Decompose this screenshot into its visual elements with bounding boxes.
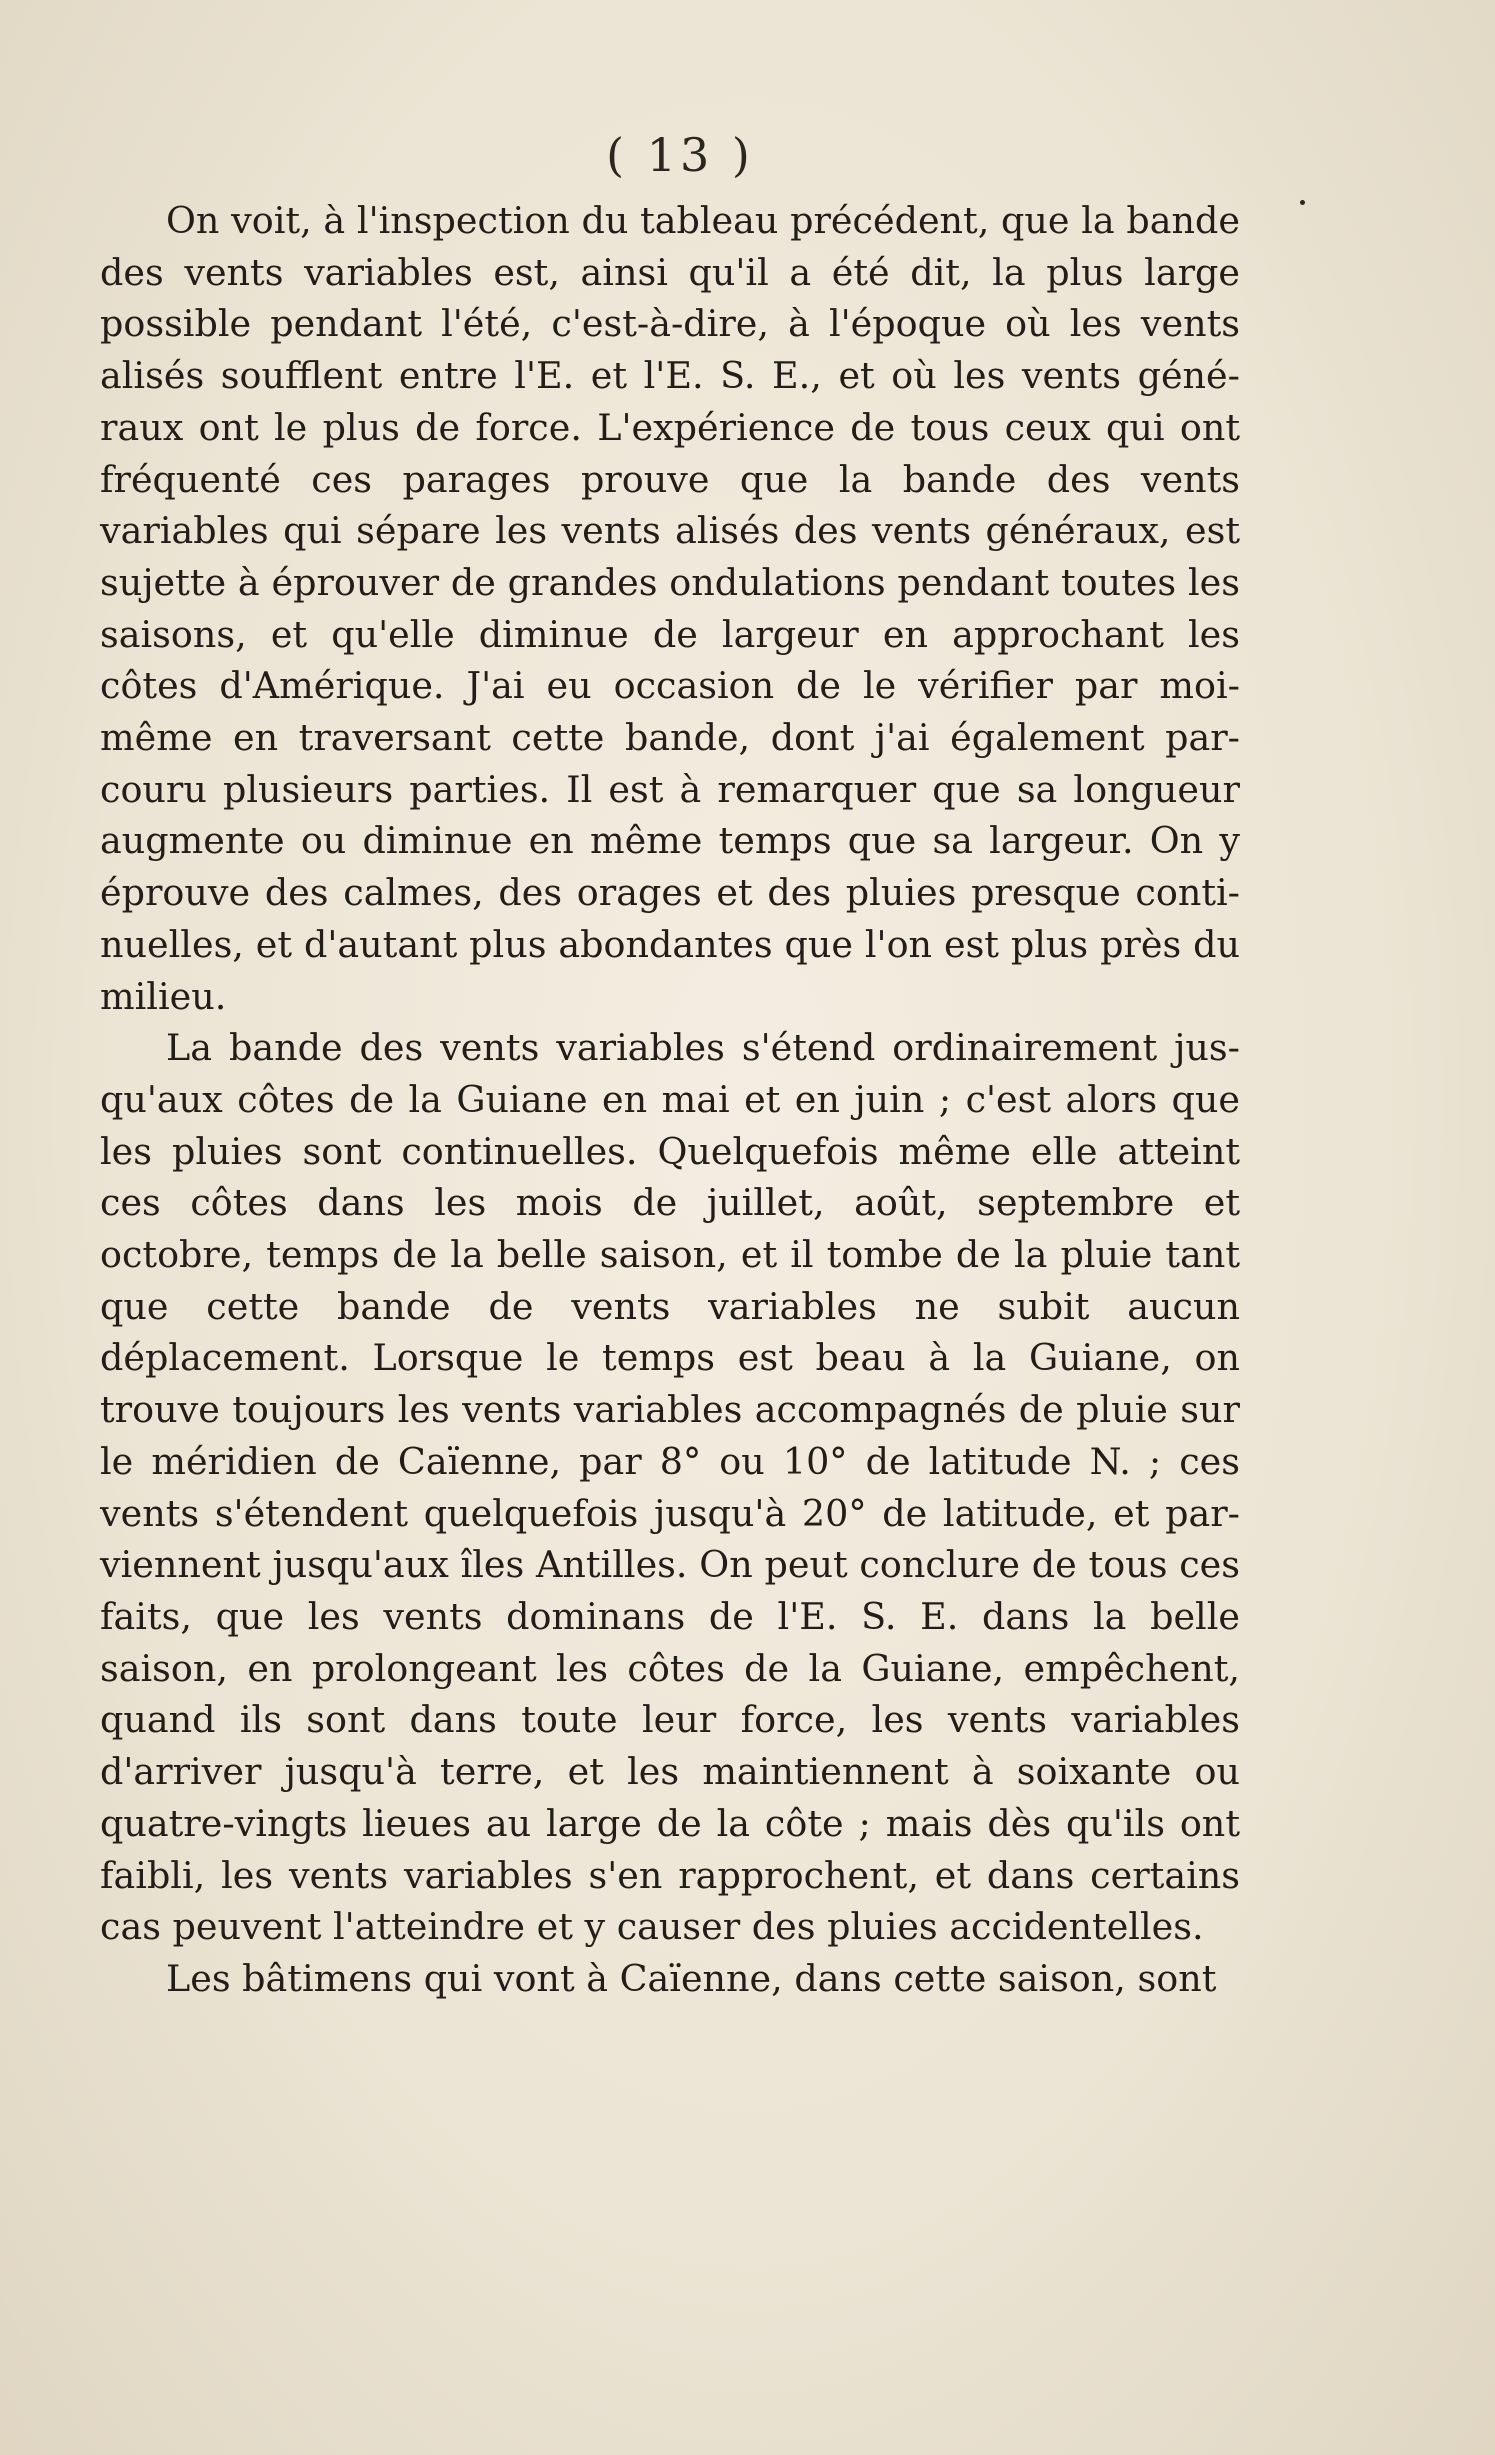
paragraph-3: Les bâtimens qui vont à Caïenne, dans cette saison, sont	[166, 1956, 1217, 2000]
paragraph-2: La bande des vents variables s'étend ordinairement jus-qu'aux côtes de la Guiane en mai et en juin ; c'est alors que les pluies sont continuelles. Quelquefois même elle atteint ces côtes dans les mois de juillet, août, septembre et octobre, temps de la belle saison, et il tombe de la pluie tant que cette bande de vents variables ne subit aucun déplacement. Lorsque le temps est beau à la Guiane, on trouve toujours les vents variables accompagnés de pluie sur le méridien de Caïenne, par 8° ou 10° de latitude N. ; ces vents s'étendent quelquefois jusqu'à 20° de latitude, et par-viennent jusqu'aux îles Antilles. On peut conclure de tous ces faits, que les vents dominans de l'E. S. E. dans la belle saison, en prolongeant les côtes de la Guiane, empêchent, quand ils sont dans toute leur force, les vents variables d'arriver jusqu'à terre, et les maintiennent à soixante ou quatre-vingts lieues au large de la côte ; mais dès qu'ils ont faibli, les vents variables s'en rapprochent, et dans certains cas peuvent l'atteindre et y causer des pluies accidentelles.	[100, 1026, 1240, 1949]
page-number: ( 13 )	[606, 128, 754, 182]
ink-speck	[1300, 200, 1305, 205]
body-text	[100, 195, 1240, 2005]
paragraph-1: On voit, à l'inspection du tableau précédent, que la bande des vents variables est, ainsi qu'il a été dit, la plus large possible pendant l'été, c'est-à-dire, à l'époque où les vents alisés soufflent entre l'E. et l'E. S. E., et où les vents géné-raux ont le plus de force. L'expérience de tous ceux qui ont fréquenté ces parages prouve que la bande des vents variables qui sépare les vents alisés des vents généraux, est sujette à éprouver de grandes ondulations pendant toutes les saisons, et qu'elle diminue de largeur en approchant les côtes d'Amérique. J'ai eu occasion de le vérifier par moi-même en traversant cette bande, dont j'ai également par-couru plusieurs parties. Il est à remarquer que sa longueur augmente ou diminue en même temps que sa largeur. On y éprouve des calmes, des orages et des pluies presque conti-nuelles, et d'autant plus abondantes que l'on est plus près du milieu.	[100, 199, 1240, 1018]
